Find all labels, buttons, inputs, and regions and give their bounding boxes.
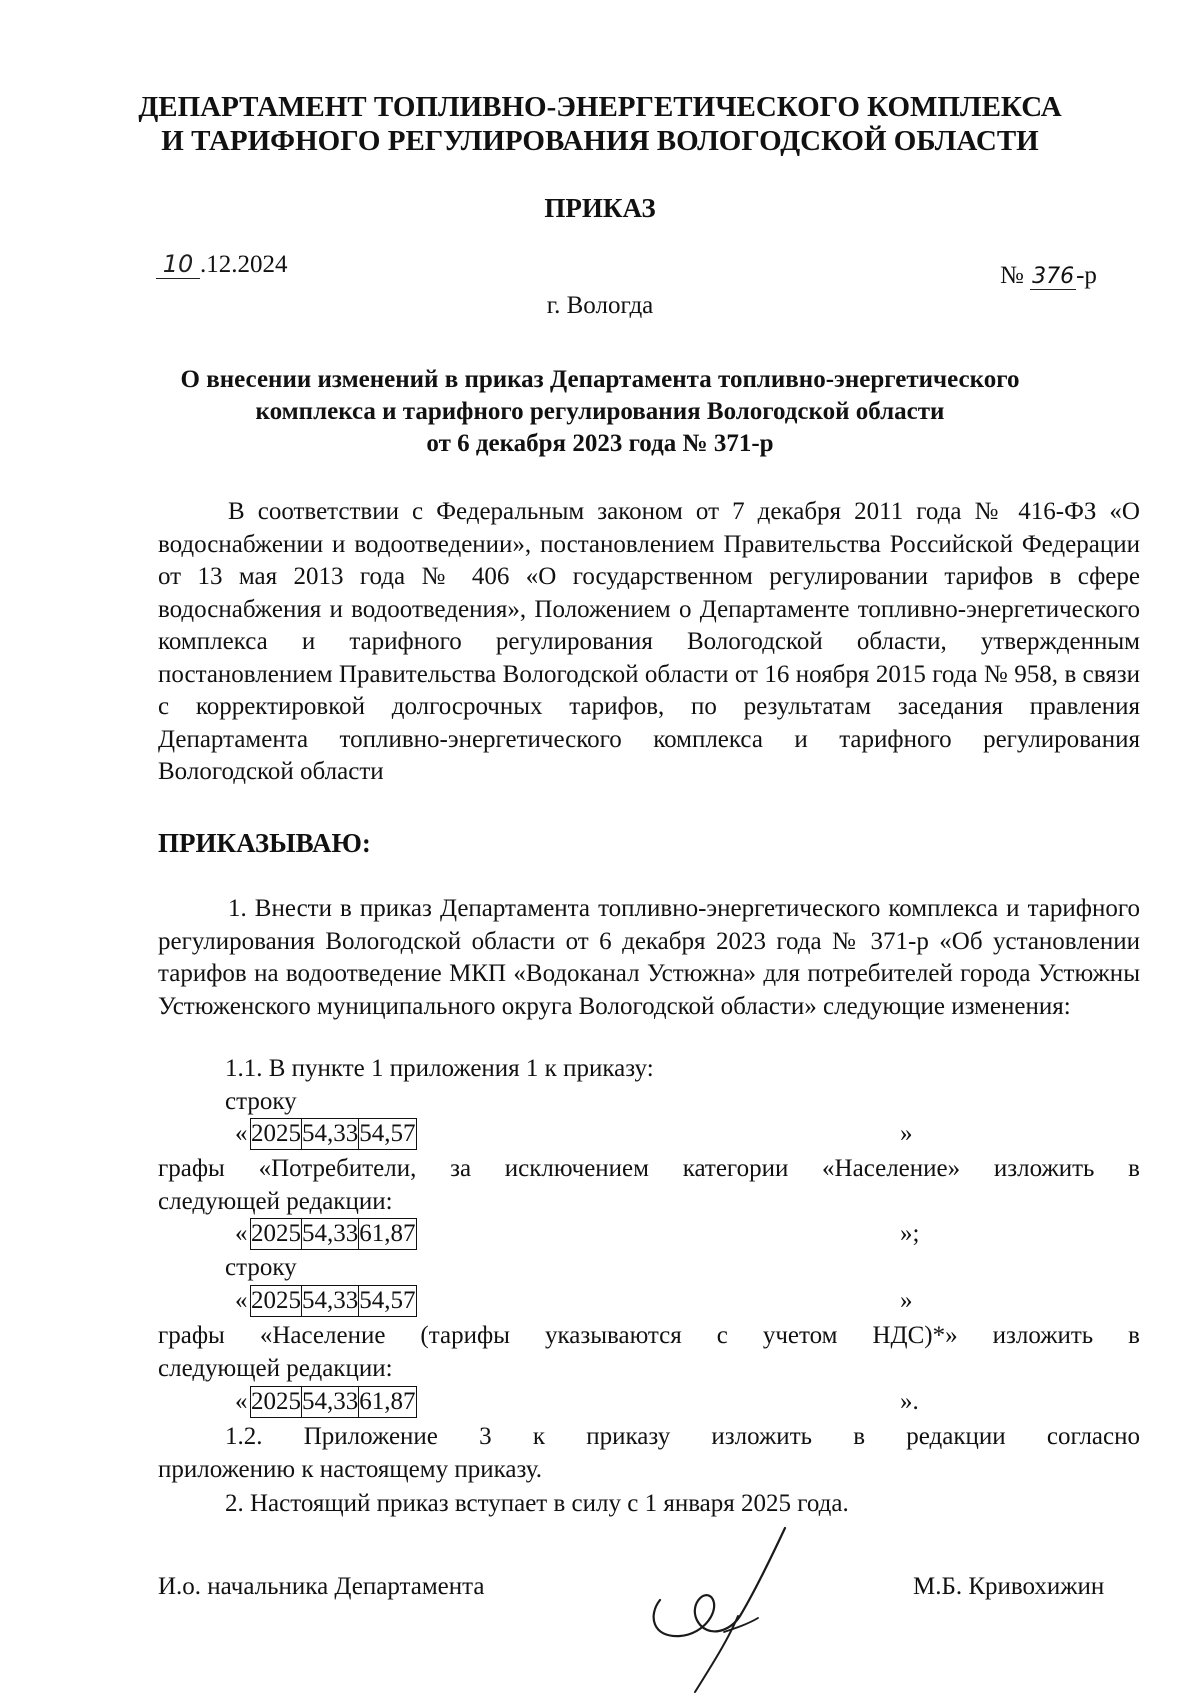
tariff-table — [250, 1285, 417, 1317]
table-cell-value-2: 54,57 — [359, 1119, 416, 1150]
title-line-3: от 6 декабря 2023 года № 371-р — [426, 430, 774, 457]
handwritten-signature — [640, 1520, 800, 1700]
quote-close: »; — [900, 1220, 920, 1247]
handwritten-date-day: 10 — [156, 250, 200, 279]
number-prefix: № — [1000, 262, 1024, 289]
item-1-1: 1.1. В пункте 1 приложения 1 к приказу: — [225, 1055, 654, 1082]
tariff-table — [250, 1118, 417, 1150]
document-date — [156, 250, 288, 279]
quote-close: » — [900, 1120, 913, 1147]
tariff-table — [250, 1386, 417, 1418]
table-cell-year: 2025 — [251, 1387, 302, 1418]
next-edition-1: следующей редакции: — [158, 1188, 393, 1215]
item-1-2-line-2: приложению к настоящему приказу. — [158, 1456, 543, 1483]
organization-name-line-2: И ТАРИФНОГО РЕГУЛИРОВАНИЯ ВОЛОГОДСКОЙ ОБЛАСТИ — [161, 125, 1039, 157]
graph-2-text: графы «Население (тарифы указываются с учетом НДС)*» изложить в — [158, 1322, 1140, 1349]
handwritten-number: 376 — [1032, 264, 1075, 289]
quote-close: » — [900, 1287, 913, 1314]
date-rest: .12.2024 — [200, 251, 288, 278]
tariff-table — [250, 1218, 417, 1250]
quote-open: « — [235, 1220, 248, 1247]
quote-open: « — [235, 1120, 248, 1147]
table-cell-value-1: 54,33 — [302, 1286, 359, 1317]
stroku-label-2: строку — [225, 1254, 297, 1281]
signatory-name: М.Б. Кривохижин — [913, 1573, 1105, 1600]
preamble-paragraph — [158, 496, 1140, 789]
organization-name-line-1: ДЕПАРТАМЕНТ ТОПЛИВНО-ЭНЕРГЕТИЧЕСКОГО КОМПЛЕКСА — [138, 91, 1062, 123]
stroku-label-1: строку — [225, 1088, 297, 1115]
order-word: ПРИКАЗЫВАЮ: — [158, 828, 371, 858]
table-cell-value-1: 54,33 — [302, 1119, 359, 1150]
signatory-role: И.о. начальника Департамента — [158, 1573, 485, 1600]
item-1-text: 1. Внести в приказ Департамента топливно-энергетического комплекса и тарифного регулирования Вологодской области от 6 декабря 2023 года № 371-р «Об установлении тарифов на водоотведение МКП «Водоканал Устюжна» для потребителей города Устюжны Устюженского муниципального округа Вологодской области» следующие изменения: — [158, 895, 1140, 1020]
document-title — [0, 364, 1200, 460]
graph-1-text: графы «Потребители, за исключением категории «Население» изложить в — [158, 1155, 1140, 1182]
quote-close: ». — [900, 1388, 919, 1415]
table-cell-year: 2025 — [251, 1286, 302, 1317]
table-cell-value-2: 61,87 — [359, 1219, 416, 1250]
preamble-text: В соответствии с Федеральным законом от 7 декабря 2011 года № 416-ФЗ «О водоснабжении и водоотведении», постановлением Правительства Российской Федерации от 13 мая 2013 года № 406 «О государственном регулировании тарифов в сфере водоснабжения и водоотведения», Положением о Департаменте топливно-энергетического комплекса и тарифного регулирования Вологодской области, утвержденным постановлением Правительства Вологодской области от 16 ноября 2015 года № 958, в связи с корректировкой долгосрочных тарифов, по результатам заседания правления Департамента топливно-энергетического комплекса и тарифного регулирования Вологодской области — [158, 498, 1140, 785]
number-suffix: -р — [1076, 262, 1097, 289]
table-cell-value-1: 54,33 — [302, 1219, 359, 1250]
item-1-paragraph — [158, 893, 1140, 1023]
quote-open: « — [235, 1287, 248, 1314]
table-cell-value-2: 61,87 — [359, 1387, 416, 1418]
table-cell-value-1: 54,33 — [302, 1387, 359, 1418]
title-line-1: О внесении изменений в приказ Департамента топливно-энергетического — [180, 366, 1020, 393]
table-cell-year: 2025 — [251, 1219, 302, 1250]
item-2: 2. Настоящий приказ вступает в силу с 1 января 2025 года. — [225, 1490, 849, 1517]
title-line-2: комплекса и тарифного регулирования Вологодской области — [255, 398, 945, 425]
quote-open: « — [235, 1388, 248, 1415]
table-cell-value-2: 54,57 — [359, 1286, 416, 1317]
document-type: ПРИКАЗ — [544, 193, 656, 223]
next-edition-2: следующей редакции: — [158, 1355, 393, 1382]
item-1-2-line-1: 1.2. Приложение 3 к приказу изложить в редакции согласно — [225, 1423, 1140, 1450]
table-cell-year: 2025 — [251, 1119, 302, 1150]
city: г. Вологда — [546, 292, 654, 319]
organization-name — [0, 90, 1200, 158]
document-number — [1000, 262, 1097, 290]
